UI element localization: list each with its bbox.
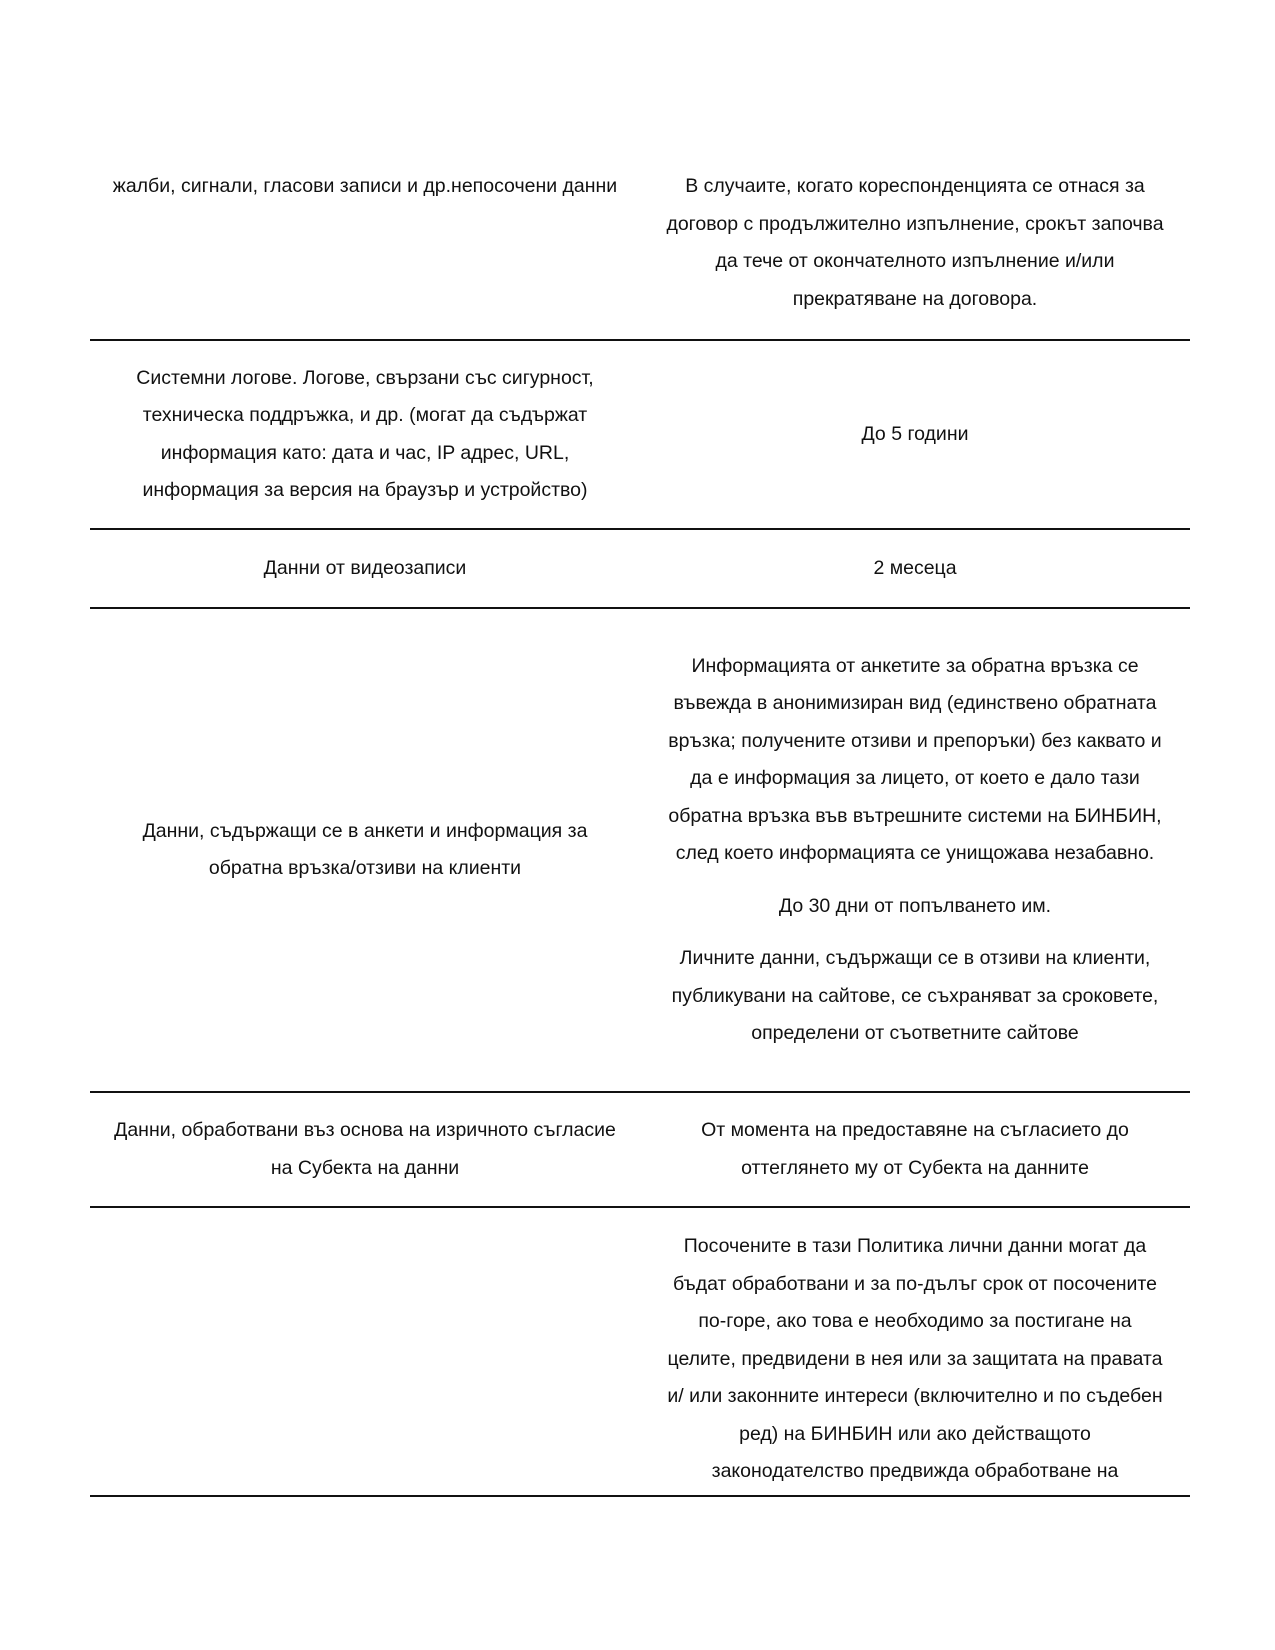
retention-period-cell (640, 1093, 1190, 1206)
table-row (90, 341, 1190, 530)
data-category-cell (90, 158, 640, 339)
data-category-text: Данни от видеозаписи (263, 556, 467, 579)
retention-period-text: До 30 дни от попълването им. (778, 894, 1052, 917)
table-row (90, 609, 1190, 1093)
data-category-cell (90, 1208, 640, 1495)
data-category-text: Данни, съдържащи се в анкети и информация за обратна връзка/отзиви на клиенти (142, 819, 588, 879)
retention-period-cell (640, 158, 1190, 339)
table-row (90, 158, 1190, 341)
data-category-cell (90, 1093, 640, 1206)
data-category-cell (90, 530, 640, 607)
data-category-cell (90, 609, 640, 1091)
retention-table (90, 158, 1190, 1497)
retention-period-cell (640, 530, 1190, 607)
retention-period-cell (640, 1208, 1190, 1495)
table-row (90, 1093, 1190, 1208)
retention-period-cell (640, 341, 1190, 528)
table-row (90, 1208, 1190, 1497)
retention-period-text: Посочените в тази Политика лични данни могат да бъдат обработвани и за по-дълъг срок от посочените по-горе, ако това е необходимо за постигане на целите, предвидени в нея или за защитата на правата и/ или законните интереси (включително и по съдебен ред) на БИНБИН или ако действащото законодателство предвижда обработване на (667, 1235, 1163, 1482)
retention-period-text: До 5 години (861, 422, 969, 445)
retention-period-text: В случаите, когато кореспонденцията се отнася за договор с продължително изпълнение, срокът започва да тече от окончателното изпълнение и/или прекратяване на договора. (666, 175, 1164, 310)
retention-period-cell (640, 609, 1190, 1091)
retention-period-text: Информацията от анкетите за обратна връзка се въвежда в анонимизиран вид (единствено обратната връзка; получените отзиви и препоръки) без каквато и да е информация за лицето, от което е дало тази обратна връзка във вътрешните системи на БИНБИН, след което информацията се унищожава незабавно. (668, 654, 1162, 864)
data-category-text: жалби, сигнали, гласови записи и др.непосочени данни (112, 175, 618, 197)
retention-period-text: От момента на предоставяне на съгласието до оттеглянето му от Субекта на данните (701, 1119, 1129, 1179)
table-row (90, 530, 1190, 609)
data-category-text: Данни, обработвани въз основа на изричното съгласие на Субекта на данни (114, 1119, 616, 1179)
data-category-text: Системни логове. Логове, свързани със сигурност, техническа поддръжка, и др. (могат да съдържат информация като: дата и час, IP адрес, URL, информация за версия на браузър и устройство) (136, 366, 594, 501)
data-category-cell (90, 341, 640, 528)
retention-period-text: 2 месеца (873, 556, 957, 579)
retention-period-text: Личните данни, съдържащи се в отзиви на клиенти, публикувани на сайтове, се съхраняват за сроковете, определени от съответните сайтове (671, 947, 1159, 1044)
